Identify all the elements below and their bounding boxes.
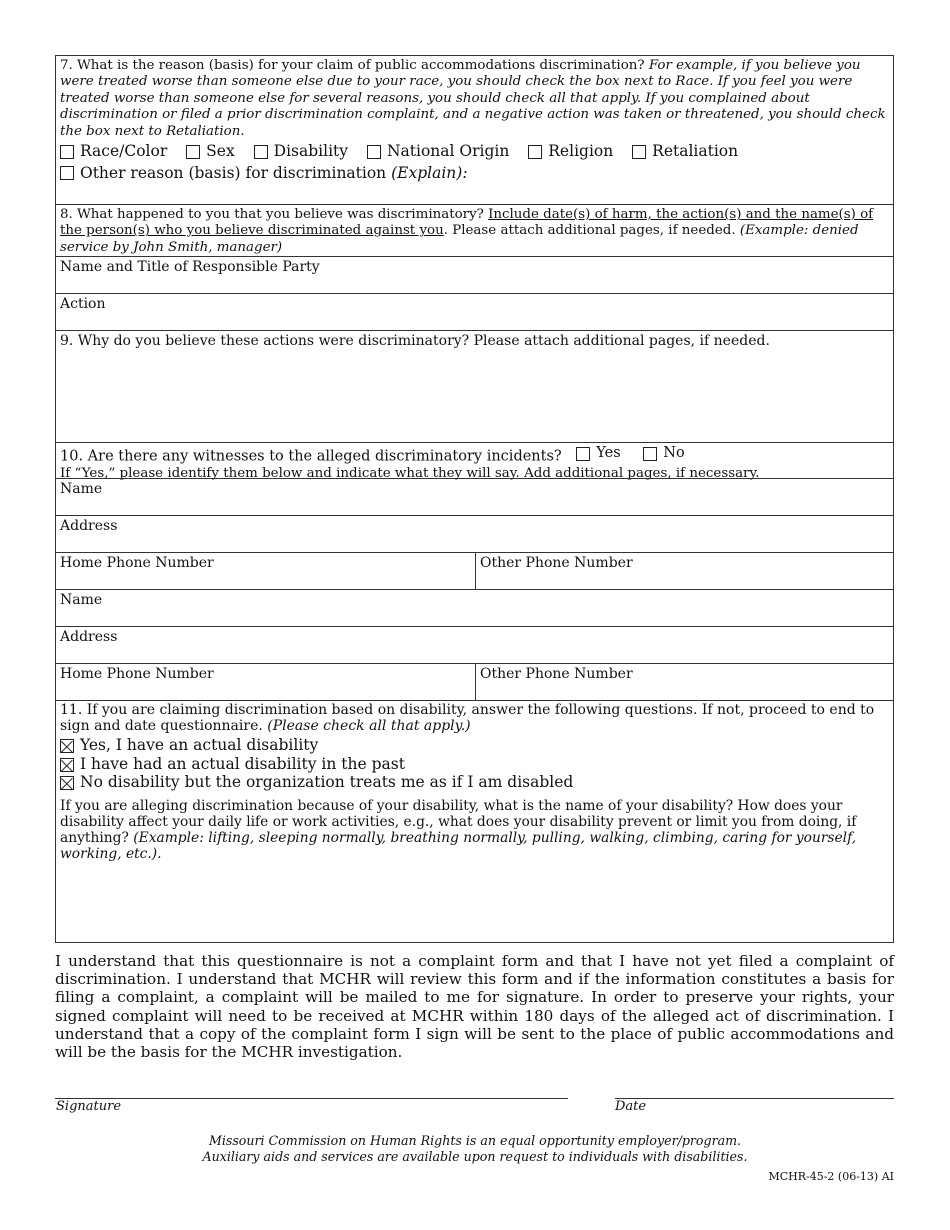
q8-example: (Example: denied service by John Smith, manager) bbox=[60, 223, 859, 255]
option-actual-disability[interactable] bbox=[60, 736, 893, 755]
checkbox-sex[interactable] bbox=[186, 145, 200, 159]
q10-question: 10. Are there any witnesses to the alleged discriminatory incidents? bbox=[60, 448, 562, 465]
witness-2-home-phone-field[interactable]: Home Phone Number bbox=[60, 666, 214, 682]
witness-1-phone-row bbox=[56, 552, 893, 589]
q8-section bbox=[56, 204, 893, 256]
q11-followup: If you are alleging discrimination because of your disability, what is the name of your disability? How does your disability affect your daily life or work activities, e.g., what does your disability prevent or limit you from doing, if anything? bbox=[60, 797, 857, 846]
option-label: Yes, I have an actual disability bbox=[80, 736, 319, 754]
option-label: Sex bbox=[206, 142, 235, 161]
date-line[interactable] bbox=[615, 1098, 894, 1099]
acknowledgement-statement: I understand that this questionnaire is not a complaint form and that I have not yet filed a complaint of discrimination. I understand that MCHR will review this form and if the information constitutes a basis for filing a complaint, a complaint will be mailed to me for signature. In order to preserve your rights, your signed complaint will need to be received at MCHR within 180 days of the alleged act of discrimination. I understand that a copy of the complaint form I sign will be sent to the place of public accommodations and will be the basis for the MCHR investigation. bbox=[55, 952, 894, 1062]
q7-question: 7. What is the reason (basis) for your claim of public accommodations discrimination? bbox=[60, 58, 645, 73]
footer bbox=[0, 1133, 950, 1165]
signature-label: Signature bbox=[56, 1099, 122, 1114]
witness-2-address-field[interactable] bbox=[56, 626, 893, 663]
field-label: Name bbox=[60, 481, 103, 497]
witness-1-address-field[interactable] bbox=[56, 515, 893, 552]
checkbox-regarded-as-disabled[interactable] bbox=[60, 776, 74, 790]
date-label: Date bbox=[615, 1099, 647, 1114]
option-witness-yes[interactable] bbox=[576, 445, 620, 462]
q11-example: (Example: lifting, sleeping normally, breathing normally, pulling, walking, climbing, caring for yourself, working, etc.). bbox=[60, 829, 857, 862]
responsible-party-field[interactable] bbox=[56, 256, 893, 293]
field-label: Name bbox=[60, 592, 103, 608]
checkbox-national-origin[interactable] bbox=[367, 145, 381, 159]
option-religion[interactable] bbox=[528, 142, 613, 161]
option-witness-no[interactable] bbox=[643, 445, 684, 462]
option-label: National Origin bbox=[386, 142, 510, 161]
witness-1-other-phone-field[interactable] bbox=[475, 553, 637, 589]
form-number: MCHR-45-2 (06-13) AI bbox=[768, 1170, 894, 1183]
witness-2-other-phone-field[interactable] bbox=[475, 664, 637, 700]
q7-text bbox=[56, 58, 893, 140]
option-label: Religion bbox=[548, 142, 614, 161]
field-label: Address bbox=[60, 518, 118, 534]
q9-section[interactable] bbox=[56, 330, 893, 442]
checkbox-past-disability[interactable] bbox=[60, 758, 74, 772]
field-label: Other Phone Number bbox=[480, 666, 633, 682]
witness-1-name-field[interactable] bbox=[56, 478, 893, 515]
option-label: Retaliation bbox=[652, 142, 739, 161]
checkbox-witness-yes[interactable] bbox=[576, 447, 590, 461]
checkbox-disability[interactable] bbox=[254, 145, 268, 159]
q8-text bbox=[56, 207, 893, 256]
q10-instructions: If “Yes,” please identify them below and indicate what they will say. Add additional pages, if necessary. bbox=[60, 465, 760, 481]
checkbox-other-reason[interactable] bbox=[60, 166, 74, 180]
explain-label: (Explain): bbox=[391, 163, 468, 182]
checkbox-witness-no[interactable] bbox=[643, 447, 657, 461]
option-label: Other reason (basis) for discrimination bbox=[80, 163, 387, 182]
signature-line[interactable] bbox=[55, 1098, 568, 1099]
option-past-disability[interactable] bbox=[60, 755, 893, 774]
q8-question: 8. What happened to you that you believe was discriminatory? bbox=[60, 207, 484, 222]
option-other-reason[interactable] bbox=[60, 164, 468, 183]
action-field[interactable] bbox=[56, 293, 893, 330]
q9-question: 9. Why do you believe these actions were discriminatory? Please attach additional pages, if needed. bbox=[60, 333, 770, 349]
witness-1-home-phone-field[interactable]: Home Phone Number bbox=[60, 555, 214, 571]
checkbox-religion[interactable] bbox=[528, 145, 542, 159]
q8-underlined: Include date(s) of harm, the action(s) and the name(s) of the person(s) who you believe discriminated against you bbox=[60, 207, 874, 239]
q10-question-row bbox=[56, 445, 893, 466]
checkbox-race-color[interactable] bbox=[60, 145, 74, 159]
q7-options bbox=[56, 142, 893, 164]
q10-section bbox=[56, 442, 893, 481]
q11-section bbox=[56, 700, 893, 942]
questionnaire-form bbox=[55, 55, 894, 943]
option-label: Race/Color bbox=[80, 142, 168, 161]
checkbox-retaliation[interactable] bbox=[632, 145, 646, 159]
q11-check-all: (Please check all that apply.) bbox=[267, 718, 471, 734]
footer-line-1: Missouri Commission on Human Rights is an equal opportunity employer/program. bbox=[208, 1133, 742, 1148]
q7-section bbox=[56, 56, 893, 204]
q11-text bbox=[56, 702, 893, 734]
option-sex[interactable] bbox=[186, 142, 235, 161]
field-label: Other Phone Number bbox=[480, 555, 633, 571]
option-national-origin[interactable] bbox=[367, 142, 509, 161]
option-label: Disability bbox=[273, 142, 349, 161]
witness-2-phone-row bbox=[56, 663, 893, 700]
q11-options bbox=[56, 736, 893, 792]
option-label: I have had an actual disability in the past bbox=[80, 754, 405, 773]
footer-line-2: Auxiliary aids and services are available upon request to individuals with disabilities. bbox=[202, 1149, 748, 1164]
field-label: Address bbox=[60, 629, 118, 645]
q7-other bbox=[56, 164, 893, 186]
q11-followup-block[interactable] bbox=[56, 798, 893, 862]
option-label: No disability but the organization treats me as if I am disabled bbox=[80, 773, 574, 791]
option-regarded-as-disabled[interactable] bbox=[60, 773, 893, 792]
option-disability[interactable] bbox=[254, 142, 348, 161]
q7-instructions: For example, if you believe you were treated worse than someone else due to your race, you should check the box next to Race. If you feel you were treated worse than someone else for several reasons, you should check all that apply. If you complained about discrimination or filed a prior discrimination complaint, and a negative action was taken or threatened, you should check the box next to Retaliation. bbox=[60, 58, 886, 139]
option-race-color[interactable] bbox=[60, 142, 167, 161]
q8-after: . Please attach additional pages, if needed. bbox=[443, 223, 736, 239]
option-label: Yes bbox=[596, 445, 621, 461]
witness-2-name-field[interactable] bbox=[56, 589, 893, 626]
option-label: No bbox=[663, 445, 685, 461]
field-label: Action bbox=[60, 296, 106, 312]
field-label: Name and Title of Responsible Party bbox=[60, 259, 320, 275]
option-retaliation[interactable] bbox=[632, 142, 738, 161]
q11-question: 11. If you are claiming discrimination based on disability, answer the following questions. If not, proceed to end to sign and date questionnaire. bbox=[60, 702, 875, 734]
checkbox-actual-disability[interactable] bbox=[60, 739, 74, 753]
